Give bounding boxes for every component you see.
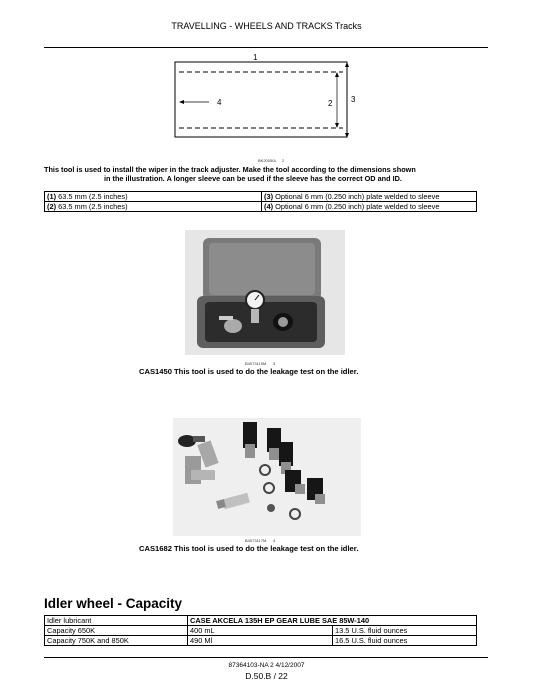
section-title: Idler wheel - Capacity [44, 596, 183, 611]
table-row [45, 626, 477, 636]
table-row [45, 636, 477, 646]
sleeve-diagram [165, 52, 365, 154]
table-cell: 490 Ml [188, 636, 333, 646]
footer-rule [44, 657, 488, 658]
figure3-number: 4 [273, 538, 276, 543]
callout-2: 2 [328, 99, 333, 108]
table-cell: Capacity 750K and 850K [45, 636, 188, 646]
dim-cell-4: (4) Optional 6 mm (0.250 inch) plate welded to sleeve [262, 202, 477, 212]
figure1-caption-line1: This tool is used to install the wiper in the track adjuster. Make the tool according to the dimensions shown [44, 165, 416, 174]
footer-page-number: D.50.B / 22 [245, 671, 288, 681]
figure1-number: 2 [282, 158, 285, 163]
table-cell: 400 mL [188, 626, 333, 636]
callout-3: 3 [351, 95, 356, 104]
figure2-code: B4073119M [245, 361, 267, 366]
figure3-code: B4073117M [245, 538, 267, 543]
dim-cell-1: (1) 63.5 mm (2.5 inches) [45, 192, 262, 202]
dim-cell-3: (3) Optional 6 mm (0.250 inch) plate welded to sleeve [262, 192, 477, 202]
dimensions-table [44, 191, 477, 212]
table-cell: Idler lubricant [45, 616, 188, 626]
leakage-fittings-photo [173, 418, 361, 536]
table-cell: CASE AKCELA 135H EP GEAR LUBE SAE 85W-140 [188, 616, 477, 626]
table-cell: Capacity 650K [45, 626, 188, 636]
footer-doc-id: 87364103-NA 2 4/12/2007 [228, 662, 305, 669]
table-cell: 13.5 U.S. fluid ounces [333, 626, 477, 636]
figure3-caption: CAS1682 This tool is used to do the leakage test on the idler. [139, 544, 359, 553]
figure1-code: BK20050L [258, 158, 277, 163]
table-row [45, 192, 477, 202]
page-header-title: TRAVELLING - WHEELS AND TRACKS Tracks [171, 21, 362, 31]
figure2-number: 3 [273, 361, 276, 366]
table-row [45, 202, 477, 212]
capacity-table [44, 615, 477, 646]
leakage-tester-case-photo [185, 230, 345, 355]
dim-cell-2: (2) 63.5 mm (2.5 inches) [45, 202, 262, 212]
figure2-caption: CAS1450 This tool is used to do the leakage test on the idler. [139, 367, 359, 376]
table-row [45, 616, 477, 626]
callout-4: 4 [217, 98, 222, 107]
callout-1: 1 [253, 53, 258, 62]
header-rule [44, 47, 488, 48]
table-cell: 16.5 U.S. fluid ounces [333, 636, 477, 646]
figure1-caption-line2: in the illustration. A longer sleeve can be used if the sleeve has the correct OD and ID. [104, 174, 402, 183]
